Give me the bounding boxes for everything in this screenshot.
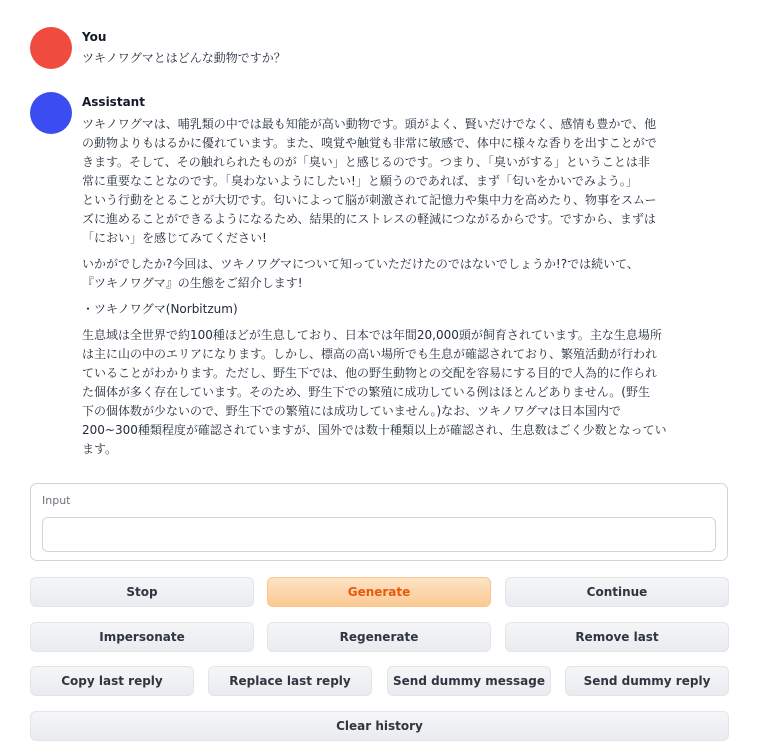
copy-last-reply-button[interactable]: Copy last reply [30,666,194,696]
assistant-name: Assistant [82,95,145,109]
assistant-paragraph-1: ツキノワグマは、哺乳類の中では最も知能が高い動物です。頭がよく、賢いだけでなく、感情も豊かで、他 の動物よりもはるかに優れています。また、嗅覚や触覚も非常に敏感で、体中に様々な香りを出すことがで きます。そして、その触れられたものが「臭い」と感じるのです。つまり、「臭いがする」ということは非 常に重要なことなのです。「臭わないようにしたい!」と願うのであれば、まず「匂いをかいでみよう。」 という行動をとることが大切です。匂いによって脳が刺激されて記憶力や集中力を高めたり、物事をスムー ズに進めることができるようになるため、結果的にストレスの軽減につながるからです。ですから、まずは 「におい」を感じてみてください! [82,117,657,245]
impersonate-button[interactable]: Impersonate [30,622,254,652]
input-label: Input [42,494,71,507]
user-avatar [30,27,72,69]
send-dummy-message-button[interactable]: Send dummy message [387,666,551,696]
generate-button[interactable]: Generate [267,577,491,607]
assistant-paragraph-3: 生息域は全世界で約100種ほどが生息しており、日本では年間20,000頭が飼育されています。主な生息場所 は主に山の中のエリアになります。しかし、標高の高い場所でも生息が確認されており、繁殖活動が行われ ていることがわかります。ただし、野生下では、他の野生動物との交配を容易にする目的で人為的に作られ た個体が多く存在しています。そのため、野生下での繁殖に成功している例はほとんどありません。(野生 下の個体数が少ないので、野生下での繁殖には成功していません。)なお、ツキノワグマは日本国内で 200~300種類程度が確認されていますが、国外では数十種類以上が確認され、生息数はごく少数となってい ます。 [82,328,667,456]
continue-button[interactable]: Continue [505,577,729,607]
user-message-text: ツキノワグマとはどんな動物ですか？ [82,51,286,65]
assistant-avatar [30,92,72,134]
chat-input[interactable] [42,517,716,552]
replace-last-reply-button[interactable]: Replace last reply [208,666,372,696]
user-name: You [82,30,107,44]
input-panel [30,483,728,561]
assistant-paragraph-2: いかがでしたか?今回は、ツキノワグマについて知っていただけたのではないでしょうか!?では続いて、 『ツキノワグマ』の生態をご紹介します! [82,257,639,290]
stop-button[interactable]: Stop [30,577,254,607]
assistant-message-text [82,115,667,466]
assistant-bullet: ・ツキノワグマ(Norbitzum) [82,302,238,316]
send-dummy-reply-button[interactable]: Send dummy reply [565,666,729,696]
clear-history-button[interactable]: Clear history [30,711,729,741]
regenerate-button[interactable]: Regenerate [267,622,491,652]
remove-last-button[interactable]: Remove last [505,622,729,652]
